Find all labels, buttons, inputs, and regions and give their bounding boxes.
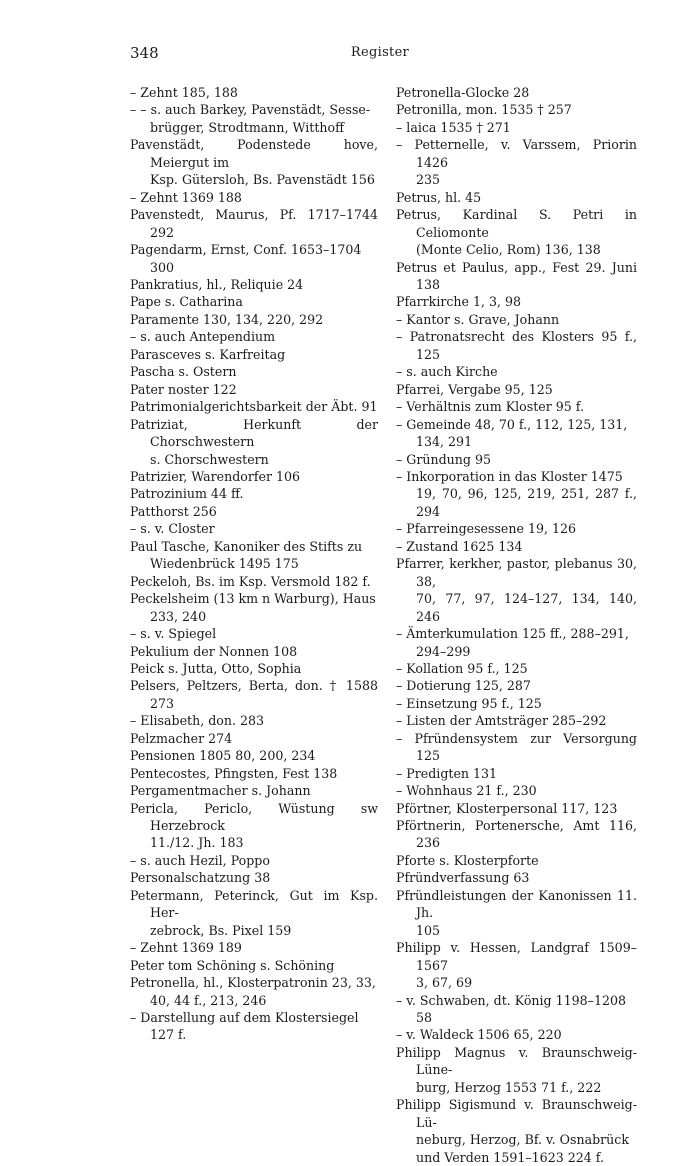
index-entry: Pavenstedt, Maurus, Pf. 1717–1744 292 <box>130 207 378 240</box>
index-entry: Pekulium der Nonnen 108 <box>130 643 298 659</box>
index-entry: Petrus, hl. 45 <box>396 189 482 205</box>
index-entry: Patrozinium 44 ff. <box>130 486 244 502</box>
page-number: 348 <box>130 44 159 62</box>
index-entry: Peter tom Schöning s. Schöning <box>130 957 335 973</box>
index-column-right <box>396 84 637 1166</box>
index-entry: – – s. auch Barkey, Pavenstädt, Sesse- brügger, Strodtmann, Witthoff <box>130 102 371 135</box>
index-entry: Pavenstädt, Podenstede hove, Meiergut im Ksp. Gütersloh, Bs. Pavenstädt 156 <box>130 137 378 188</box>
index-entry: – Zehnt 1369 188 <box>130 189 242 205</box>
index-entry: – Darstellung auf dem Klostersiegel 127 f. <box>130 1010 359 1043</box>
index-entry: – Zehnt 185, 188 <box>130 85 238 100</box>
index-entry: – Ämterkumulation 125 ff., 288–291, 294–299 <box>396 626 629 659</box>
index-entry: – v. Waldeck 1506 65, 220 <box>396 1027 562 1043</box>
index-entry: Parasceves s. Karfreitag <box>130 346 286 362</box>
index-entry: Pagendarm, Ernst, Conf. 1653–1704 300 <box>130 242 362 275</box>
index-entry: – Listen der Amtsträger 285–292 <box>396 713 607 729</box>
index-entry: Pascha s. Ostern <box>130 364 237 380</box>
index-entry: – Zehnt 1369 189 <box>130 940 242 956</box>
index-entry: – s. auch Hezil, Poppo <box>130 852 270 868</box>
index-entry: – s. v. Spiegel <box>130 626 217 642</box>
index-entry: Peick s. Jutta, Otto, Sophia <box>130 660 302 676</box>
index-entry: Pericla, Periclo, Wüstung sw Herzebrock 11./12. Jh. 183 <box>130 800 378 851</box>
index-entry: Petrus et Paulus, app., Fest 29. Juni 138 <box>396 259 637 292</box>
index-entry: Paramente 130, 134, 220, 292 <box>130 311 324 327</box>
index-entry: – Predigten 131 <box>396 765 498 781</box>
index-entry: – Zustand 1625 134 <box>396 538 523 554</box>
index-column-left <box>130 84 378 1044</box>
index-entry: – Wohnhaus 21 f., 230 <box>396 783 537 799</box>
index-entry: Pergamentmacher s. Johann <box>130 783 311 799</box>
index-entry: – Inkorporation in das Kloster 1475 19, 70, 96, 125, 219, 251, 287 f., 294 <box>396 468 637 519</box>
index-entry: Pfarrer, kerkher, pastor, plebanus 30, 38, 70, 77, 97, 124–127, 134, 140, 246 <box>396 556 637 624</box>
index-entry: – Gründung 95 <box>396 451 491 467</box>
index-entry: Petermann, Peterinck, Gut im Ksp. Her- zebrock, Bs. Pixel 159 <box>130 887 378 938</box>
index-entry: – laica 1535 † 271 <box>396 119 511 135</box>
index-entry: – Dotierung 125, 287 <box>396 678 531 694</box>
index-entry: Pelsers, Peltzers, Berta, don. † 1588 273 <box>130 678 378 711</box>
index-entry: Petronella-Glocke 28 <box>396 85 530 100</box>
index-entry: – Patronatsrecht des Klosters 95 f., 125 <box>396 329 637 362</box>
index-entry: Personalschatzung 38 <box>130 870 271 886</box>
index-entry: Paul Tasche, Kanoniker des Stifts zu Wiedenbrück 1495 175 <box>130 538 363 572</box>
index-entry: Philipp v. Hessen, Landgraf 1509–1567 3, 67, 69 <box>396 940 637 991</box>
index-entry: Pförtner, Klosterpersonal 117, 123 <box>396 800 618 816</box>
index-entry: Pfarrei, Vergabe 95, 125 <box>396 381 553 397</box>
index-entry: Pfründleistungen der Kanonissen 11. Jh. 105 <box>396 887 637 938</box>
index-entry: – s. v. Closter <box>130 521 215 537</box>
index-entry: Petrus, Kardinal S. Petri in Celiomonte (Monte Celio, Rom) 136, 138 <box>396 207 637 258</box>
index-entry: – Pfarreingesessene 19, 126 <box>396 521 577 537</box>
index-entry: Pensionen 1805 80, 200, 234 <box>130 748 316 764</box>
index-entry: – v. Schwaben, dt. König 1198–1208 58 <box>396 992 627 1026</box>
index-entry: Pforte s. Klosterpforte <box>396 852 539 868</box>
index-entry: – Verhältnis zum Kloster 95 f. <box>396 399 584 415</box>
index-entry: Pfründverfassung 63 <box>396 870 530 886</box>
index-entry: Patriziat, Herkunft der Chorschwestern s. Chorschwestern <box>130 416 378 467</box>
index-entry: Patrimonialgerichtsbarkeit der Äbt. 91 <box>130 399 378 415</box>
index-entry: Patrizier, Warendorfer 106 <box>130 468 301 484</box>
index-entry: – Petternelle, v. Varssem, Priorin 1426 235 <box>396 137 637 188</box>
index-entry: – Kollation 95 f., 125 <box>396 660 528 676</box>
index-entry: Petronilla, mon. 1535 † 257 <box>396 102 572 118</box>
page-header <box>130 44 630 66</box>
index-entry: – Elisabeth, don. 283 <box>130 713 265 729</box>
index-entry: Philipp Magnus v. Braunschweig-Lüne- burg, Herzog 1553 71 f., 222 <box>396 1044 637 1095</box>
index-entry: – Gemeinde 48, 70 f., 112, 125, 131, 134, 291 <box>396 416 628 450</box>
index-entry: – Einsetzung 95 f., 125 <box>396 695 542 711</box>
index-entry: – Pfründensystem zur Versorgung 125 <box>396 730 637 764</box>
index-entry: Pförtnerin, Portenersche, Amt 116, 236 <box>396 818 637 851</box>
index-entry: Pankratius, hl., Reliquie 24 <box>130 276 304 292</box>
index-entry: – Kantor s. Grave, Johann <box>396 311 560 327</box>
index-entry: Peckeloh, Bs. im Ksp. Versmold 182 f. <box>130 573 371 589</box>
index-entry: – s. auch Kirche <box>396 364 498 380</box>
running-head: Register <box>350 45 410 60</box>
index-entry: – s. auch Antependium <box>130 329 276 345</box>
index-entry: Patthorst 256 <box>130 503 217 519</box>
index-entry: Pentecostes, Pfingsten, Fest 138 <box>130 765 338 781</box>
index-entry: Philipp Sigismund v. Braunschweig-Lü- neburg, Herzog, Bf. v. Osnabrück und Verden 1591–1623 224 f. <box>396 1097 637 1165</box>
index-entry: Pelzmacher 274 <box>130 730 233 746</box>
index-entry: Peckelsheim (13 km n Warburg), Haus 233, 240 <box>130 591 376 624</box>
index-entry: Petronella, hl., Klosterpatronin 23, 33, 40, 44 f., 213, 246 <box>130 975 376 1008</box>
index-entry: Pfarrkirche 1, 3, 98 <box>396 294 522 310</box>
index-entry: Pape s. Catharina <box>130 294 243 310</box>
index-entry: Pater noster 122 <box>130 381 237 397</box>
